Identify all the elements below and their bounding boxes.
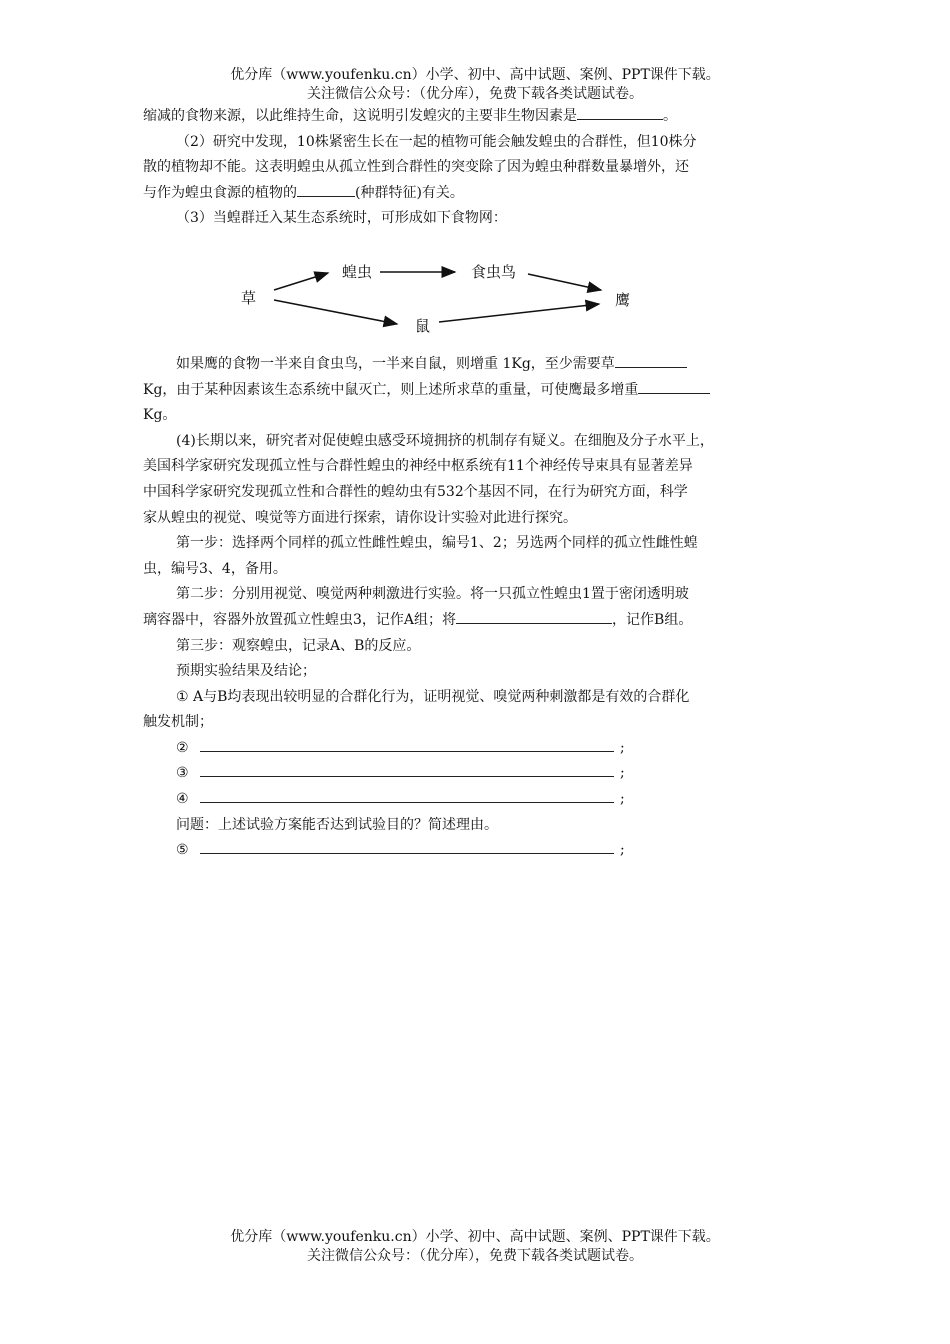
footer-line-1: 优分库（www.youfenku.cn）小学、初中、高中试题、案例、PPT课件下载。: [230, 1229, 720, 1245]
q2-line-2: 散的植物却不能。这表明蝗虫从孤立性到合群性的突变除了因为蝗虫种群数量暴增外，还: [143, 159, 689, 176]
q4-line-2: 美国科学家研究发现孤立性与合群性蝗虫的神经中枢系统有11个神经传导束具有显著差异: [143, 458, 693, 475]
answer-blank-result-2[interactable]: [200, 737, 614, 752]
step-2-line-1: 第二步：分别用视觉、嗅觉两种刺激进行实验。将一只孤立性蝗虫1置于密闭透明玻: [176, 586, 689, 603]
q4-line-4: 家从蝗虫的视觉、嗅觉等方面进行探索，请你设计实验对此进行探究。: [143, 509, 577, 526]
result-3: ③ ;: [143, 761, 809, 787]
result-2: ② ;: [143, 736, 809, 762]
answer-blank-nonbio-factor[interactable]: [577, 105, 663, 120]
node-insectivorous-bird: 食虫鸟: [471, 262, 517, 281]
q1-tail: 缩减的食物来源，以此维持生命，这说明引发蝗灾的主要非生物因素是 。: [143, 104, 809, 130]
question-line: 问题：上述试验方案能否达到试验目的？简述理由。: [176, 816, 498, 833]
step-2-line-2: 璃容器中，容器外放置孤立性蝗虫3，记作A组；将 ，记作B组。: [143, 608, 809, 634]
footer-line-2: 关注微信公众号：（优分库），免费下载各类试题试卷。: [307, 1248, 643, 1264]
result-1-line-1: ① A与B均表现出较明显的合群化行为，证明视觉、嗅觉两种刺激都是有效的合群化: [176, 688, 690, 705]
q2-line-1: （2）研究中发现，10株紧密生长在一起的植物可能会触发蝗虫的合群性，但10株分: [176, 133, 697, 150]
q2-line-3: 与作为蝗虫食源的植物的 (种群特征)有关。: [143, 181, 809, 207]
header-line-1: 优分库（www.youfenku.cn）小学、初中、高中试题、案例、PPT课件下载。: [230, 67, 720, 83]
q4-line-1: (4)长期以来，研究者对促使蝗虫感受环境拥挤的机制存有疑义。在细胞及分子水平上，: [176, 432, 714, 449]
result-4: ④ ;: [143, 787, 809, 813]
answer-blank-result-3[interactable]: [200, 762, 614, 777]
answer-blank-result-4[interactable]: [200, 788, 614, 803]
page-header: [0, 66, 950, 104]
q3-line-3: Kg。: [143, 407, 177, 424]
food-web-diagram: [143, 240, 809, 346]
q4-line-3: 中国科学家研究发现孤立性和合群性的蝗幼虫有532个基因不同，在行为研究方面，科学: [143, 483, 688, 500]
header-line-2: 关注微信公众号：（优分库），免费下载各类试题试卷。: [307, 86, 643, 102]
node-locust: 蝗虫: [342, 262, 373, 281]
answer-blank-group-b[interactable]: [456, 609, 612, 624]
q3-line-1: 如果鹰的食物一半来自食虫鸟，一半来自鼠，则增重 1Kg，至少需要草: [143, 352, 809, 378]
node-eagle: 鹰: [615, 290, 631, 309]
answer-blank-max-eagle-gain[interactable]: [638, 379, 710, 394]
arrow-grass-to-mouse: [274, 300, 397, 324]
answer-blank-population-feature[interactable]: [297, 182, 355, 197]
step-3: 第三步：观察蝗虫，记录A、B的反应。: [176, 637, 421, 654]
q3-intro: （3）当蝗群迁入某生态系统时，可形成如下食物网：: [176, 210, 507, 227]
answer-blank-result-5[interactable]: [200, 839, 614, 854]
arrow-grass-to-locust: [274, 273, 328, 290]
result-5: ⑤ ;: [143, 838, 809, 864]
result-1-line-2: 触发机制；: [143, 714, 213, 731]
step-1-line-2: 虫，编号3、4，备用。: [143, 560, 287, 577]
node-grass: 草: [241, 288, 257, 307]
arrow-mouse-to-eagle: [439, 304, 599, 322]
step-1-line-1: 第一步：选择两个同样的孤立性雌性蝗虫，编号1、2；另选两个同样的孤立性雌性蝗: [176, 535, 698, 552]
arrow-bird-to-eagle: [528, 274, 601, 290]
answer-blank-min-grass[interactable]: [615, 353, 687, 368]
expected-results-heading: 预期实验结果及结论；: [176, 663, 316, 680]
q3-line-2: Kg，由于某种因素该生态系统中鼠灭亡，则上述所求草的重量，可使鹰最多增重: [143, 378, 809, 404]
node-mouse: 鼠: [415, 316, 431, 335]
page-footer: [0, 1228, 950, 1266]
document-body: [143, 104, 809, 864]
